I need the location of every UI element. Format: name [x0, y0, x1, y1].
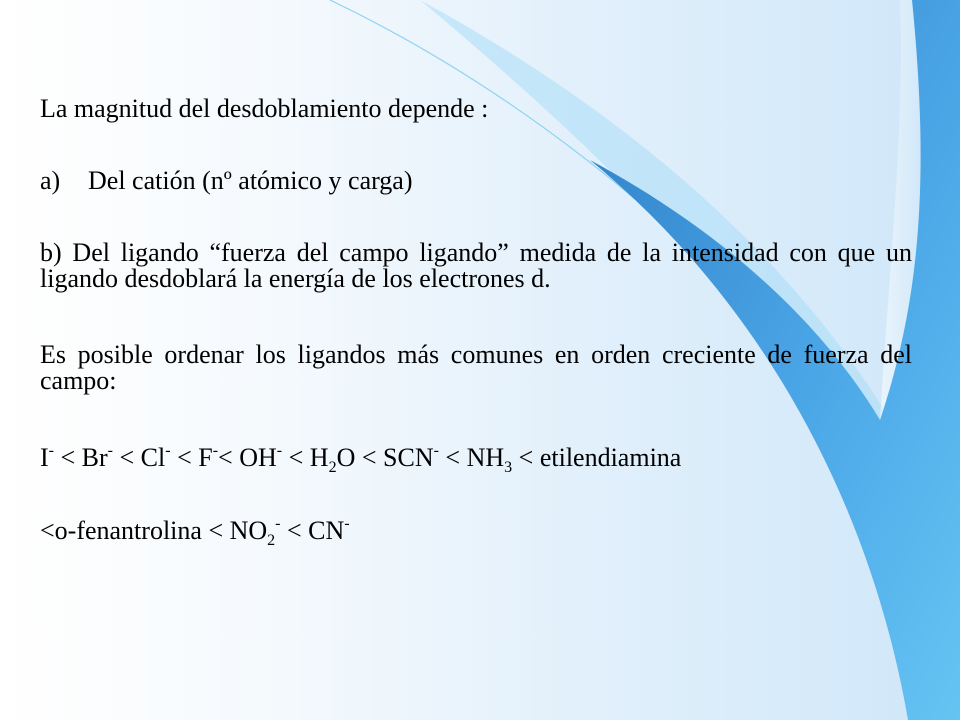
charge: -: [48, 442, 54, 459]
order-intro: Es posible ordenar los ligandos más comunes en orden creciente de fuerza del campo:: [40, 340, 912, 395]
ligand-nitrite: NO: [229, 516, 268, 545]
ligand-hydroxide: OH: [239, 443, 277, 472]
ligand-fluoride: F: [198, 443, 213, 472]
ligand-cyanide: CN: [308, 516, 345, 545]
charge: -: [275, 515, 281, 532]
less-than: <: [170, 443, 199, 472]
item-a: [40, 168, 912, 194]
less-than: <: [54, 443, 82, 472]
less-than: <: [512, 443, 540, 472]
less-than: <: [438, 443, 467, 472]
charge: -: [165, 442, 171, 459]
ligand-water-h: H: [309, 443, 329, 472]
ligand-ammonia: NH: [466, 443, 505, 472]
item-a-marker: a): [40, 166, 61, 195]
ligand-phenanthroline: <o-fenantrolina: [40, 516, 202, 545]
ligand-series-line-1: [40, 442, 912, 476]
ligand-series-line-2: [40, 515, 912, 549]
charge: -: [276, 442, 283, 459]
charge: -: [433, 442, 439, 459]
ligand-thiocyanate: SCN: [383, 443, 434, 472]
ligand-ethylenediamine: etilendiamina: [539, 443, 682, 472]
item-a-text: Del catión (nº atómico y carga): [88, 166, 413, 195]
less-than: <: [355, 443, 384, 472]
ligand-iodide: I: [40, 443, 49, 472]
intro-text: La magnitud del desdoblamiento depende :: [40, 94, 489, 123]
ligand-water-o: O: [336, 443, 356, 472]
less-than: <: [201, 516, 230, 545]
subscript: 2: [267, 532, 276, 549]
less-than: <: [280, 516, 309, 545]
item-b: b) Del ligando “fuerza del campo ligando” medida de la intensidad con que un ligando desdoblará la energía de los electrones d.: [40, 238, 912, 293]
ligand-bromide: Br: [81, 443, 108, 472]
subscript: 2: [328, 459, 337, 476]
subscript: 3: [504, 459, 513, 476]
less-than: <: [218, 443, 240, 472]
less-than: <: [113, 443, 141, 472]
ligand-chloride: Cl: [140, 443, 166, 472]
charge: -: [107, 442, 113, 459]
charge: -: [344, 515, 350, 532]
charge: -: [212, 442, 219, 459]
less-than: <: [282, 443, 310, 472]
